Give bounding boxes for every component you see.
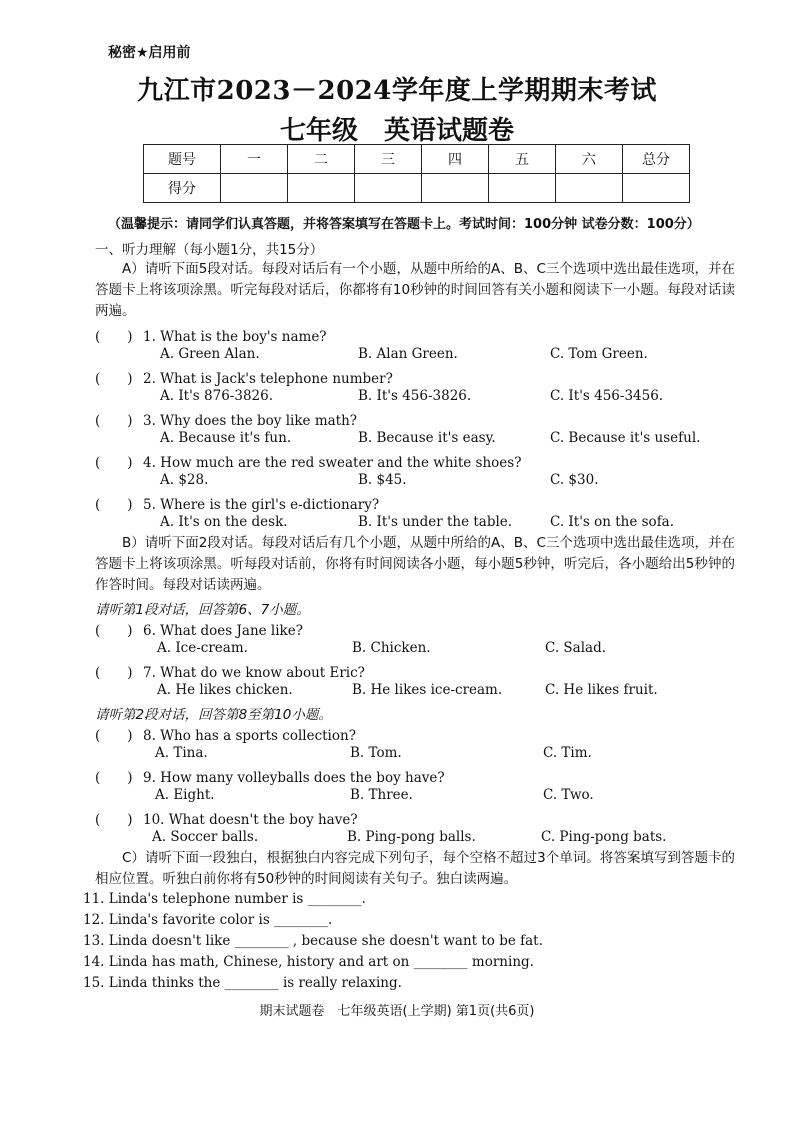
option-a: A. Tina. xyxy=(155,745,208,761)
option-c: C. Salad. xyxy=(545,640,607,656)
option-a: A. It's 876-3826. xyxy=(160,388,273,404)
option-b: B. $45. xyxy=(358,472,407,488)
option-a: A. Green Alan. xyxy=(160,346,260,362)
question-stem: ( ) 10. What doesn't the boy have? xyxy=(95,808,358,828)
option-a: A. It's on the desk. xyxy=(160,514,288,530)
answer-bracket[interactable]: ( ) xyxy=(95,329,133,345)
option-c: C. It's 456-3456. xyxy=(550,388,664,404)
option-b: B. Tom. xyxy=(350,745,402,761)
score-cell: 六 xyxy=(556,145,623,174)
score-input-cell[interactable] xyxy=(355,174,422,203)
score-input-cell[interactable] xyxy=(288,174,355,203)
score-cell: 题号 xyxy=(144,145,221,174)
question-stem: ( ) 4. How much are the red sweater and the white shoes? xyxy=(95,451,521,471)
exam-title: 九江市2023－2024学年度上学期期末考试 xyxy=(137,76,657,106)
option-c: C. $30. xyxy=(550,472,599,488)
option-a: A. Ice-cream. xyxy=(157,640,248,656)
page-footer: 期末试题卷 七年级英语(上学期) 第1页(共6页) xyxy=(259,1004,535,1019)
part-b-subheading: 请听第1段对话，回答第6、7小题。 xyxy=(95,602,310,618)
question-stem: ( ) 8. Who has a sports collection? xyxy=(95,724,356,744)
part-b-instructions: B）请听下面2段对话。每段对话后有几个小题，从题中所给的A、B、C三个选项中选出最佳选项，并在答题卡上将该项涂黑。听每段对话前，你将有时间阅读各小题，每小题5秒钟，听完后，各小题给出5秒钟的作答时间。每段对话读两遍。 xyxy=(95,535,735,593)
option-b: B. Chicken. xyxy=(352,640,431,656)
option-c: C. Two. xyxy=(543,787,594,803)
score-input-cell[interactable] xyxy=(489,174,556,203)
answer-bracket[interactable]: ( ) xyxy=(95,371,133,387)
answer-bracket[interactable]: ( ) xyxy=(95,623,133,639)
section-heading: 一、听力理解（每小题1分，共15分） xyxy=(95,242,324,258)
question-stem: ( ) 9. How many volleyballs does the boy have? xyxy=(95,766,445,786)
answer-bracket[interactable]: ( ) xyxy=(95,728,133,744)
question-stem: ( ) 5. Where is the girl's e-dictionary? xyxy=(95,493,379,513)
option-a: A. Because it's fun. xyxy=(160,430,292,446)
fill-in-sentence: 11. Linda's telephone number is ________. xyxy=(83,891,366,907)
score-cell: 三 xyxy=(355,145,422,174)
answer-bracket[interactable]: ( ) xyxy=(95,812,133,828)
score-table xyxy=(143,144,690,203)
score-cell: 四 xyxy=(422,145,489,174)
option-a: A. Eight. xyxy=(155,787,215,803)
question-stem: ( ) 1. What is the boy's name? xyxy=(95,325,327,345)
option-b: B. He likes ice-cream. xyxy=(352,682,503,698)
question-stem: ( ) 3. Why does the boy like math? xyxy=(95,409,357,429)
option-a: A. He likes chicken. xyxy=(157,682,293,698)
question-stem: ( ) 6. What does Jane like? xyxy=(95,619,303,639)
part-a-instructions: A）请听下面5段对话。每段对话后有一个小题，从题中所给的A、B、C三个选项中选出最佳选项，并在答题卡上将该项涂黑。听完每段对话后，你都将有10秒钟的时间回答有关小题和阅读下一小题。每段对话读两遍。 xyxy=(95,261,735,319)
option-b: B. Ping-pong balls. xyxy=(347,829,476,845)
score-table-header-row xyxy=(144,145,690,174)
answer-bracket[interactable]: ( ) xyxy=(95,497,133,513)
answer-bracket[interactable]: ( ) xyxy=(95,770,133,786)
answer-bracket[interactable]: ( ) xyxy=(95,455,133,471)
secret-label: 秘密★启用前 xyxy=(108,45,191,61)
score-input-cell[interactable] xyxy=(556,174,623,203)
score-input-cell[interactable] xyxy=(422,174,489,203)
fill-in-sentence: 13. Linda doesn't like ________ , because she doesn't want to be fat. xyxy=(83,933,543,949)
fill-in-sentence: 15. Linda thinks the ________ is really relaxing. xyxy=(83,975,402,991)
option-b: B. Because it's easy. xyxy=(358,430,496,446)
score-cell: 得分 xyxy=(144,174,221,203)
answer-bracket[interactable]: ( ) xyxy=(95,413,133,429)
score-cell: 五 xyxy=(489,145,556,174)
option-c: C. Tim. xyxy=(543,745,592,761)
score-input-cell[interactable] xyxy=(221,174,288,203)
question-stem: ( ) 7. What do we know about Eric? xyxy=(95,661,365,681)
option-c: C. Tom Green. xyxy=(550,346,648,362)
fill-in-sentence: 14. Linda has math, Chinese, history and art on ________ morning. xyxy=(83,954,534,970)
score-table-score-row xyxy=(144,174,690,203)
option-b: B. It's 456-3826. xyxy=(358,388,472,404)
part-c-instructions: C）请听下面一段独白，根据独白内容完成下列句子，每个空格不超过3个单词。将答案填写到答题卡的相应位置。听独白前你将有50秒钟的时间阅读有关句子。独白读两遍。 xyxy=(95,850,735,887)
option-c: C. Ping-pong bats. xyxy=(541,829,667,845)
exam-notice: （温馨提示：请同学们认真答题，并将答案填写在答题卡上。考试时间：100分钟 试卷分数：100分） xyxy=(108,217,700,232)
fill-in-sentence: 12. Linda's favorite color is ________. xyxy=(83,912,333,928)
option-b: B. Three. xyxy=(350,787,413,803)
option-b: B. It's under the table. xyxy=(358,514,513,530)
score-cell: 一 xyxy=(221,145,288,174)
option-a: A. Soccer balls. xyxy=(152,829,259,845)
question-stem: ( ) 2. What is Jack's telephone number? xyxy=(95,367,393,387)
option-c: C. He likes fruit. xyxy=(545,682,658,698)
answer-bracket[interactable]: ( ) xyxy=(95,665,133,681)
option-a: A. $28. xyxy=(160,472,209,488)
score-cell: 总分 xyxy=(623,145,690,174)
option-b: B. Alan Green. xyxy=(358,346,458,362)
option-c: C. It's on the sofa. xyxy=(550,514,675,530)
option-c: C. Because it's useful. xyxy=(550,430,701,446)
exam-subtitle: 七年级 英语试题卷 xyxy=(279,116,514,146)
score-cell: 二 xyxy=(288,145,355,174)
score-input-cell[interactable] xyxy=(623,174,690,203)
part-b-subheading: 请听第2段对话，回答第8至第10小题。 xyxy=(95,707,332,723)
